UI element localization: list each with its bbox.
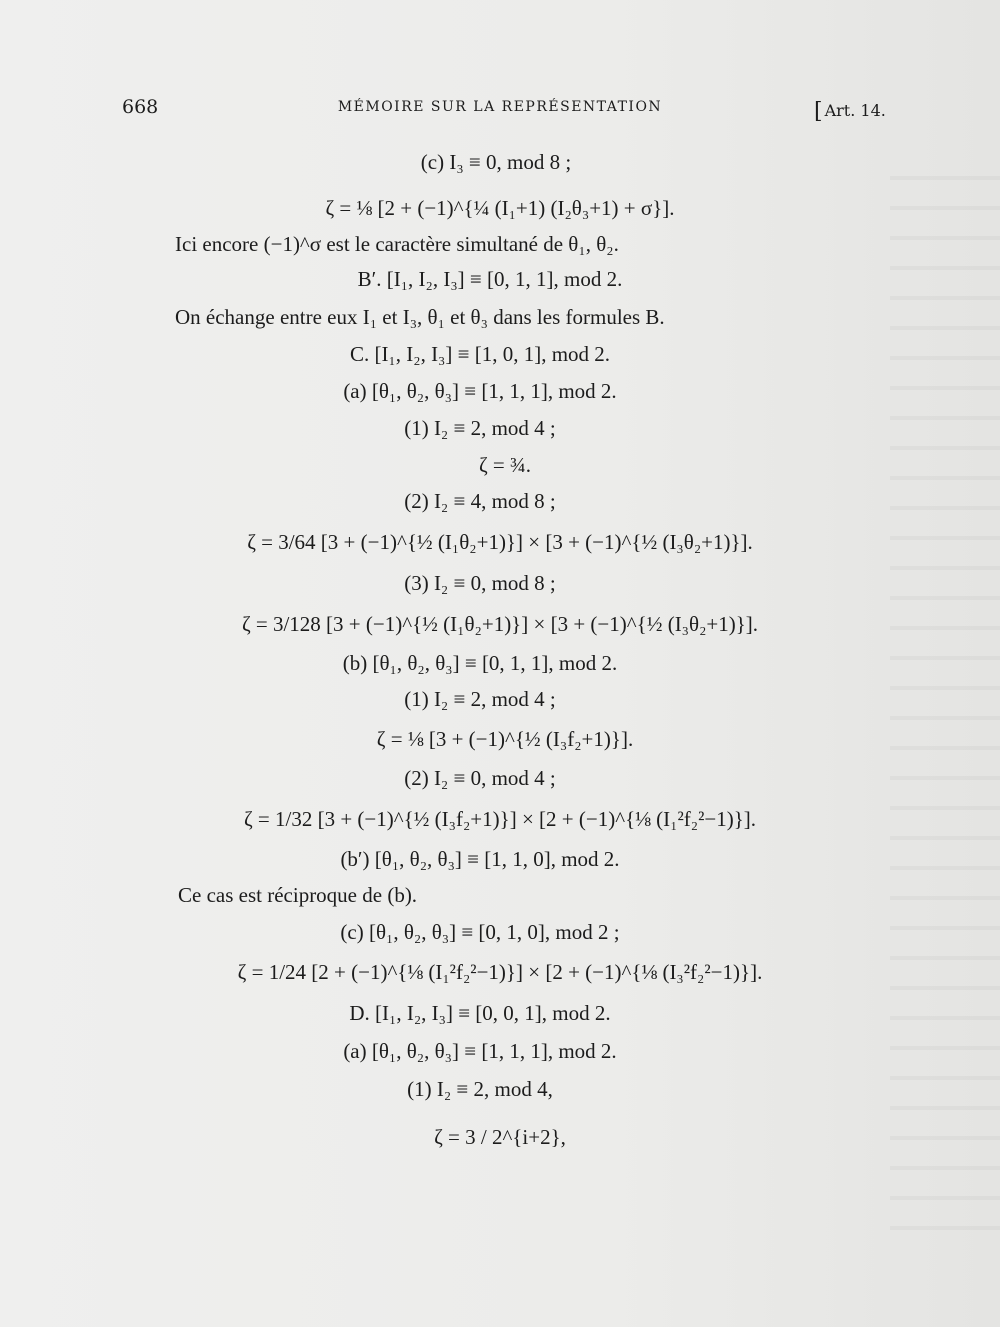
line-text: ζ = 3/128 [3 + (−1)^{½ (I₁θ₂+1)}] × [3 + (−1)^{½ (I₃θ₂+1)}]. (241, 612, 759, 636)
text-line (0, 883, 1000, 908)
line-text: (a) [θ₁, θ₂, θ₃] ≡ [1, 1, 1], mod 2. (343, 1039, 617, 1063)
text-line (0, 1125, 1000, 1150)
line-text: Ici encore (−1)^σ est le caractère simultané de θ₁, θ₂. (175, 232, 619, 256)
line-text: (c) I₃ ≡ 0, mod 8 ; (420, 150, 572, 174)
line-text: ζ = ⅛ [2 + (−1)^{¼ (I₁+1) (I₂θ₃+1) + σ}]. (325, 196, 675, 220)
line-text: ζ = 1/32 [3 + (−1)^{½ (I₃f₂+1)}] × [2 + (−1)^{⅛ (I₁²f₂²−1)}]. (243, 807, 757, 831)
text-line (0, 267, 1000, 292)
bracket-glyph: [ (814, 99, 823, 124)
text-line (0, 342, 1000, 367)
line-text: ζ = ⅛ [3 + (−1)^{½ (I₃f₂+1)}]. (376, 727, 634, 751)
text-line (0, 1077, 1000, 1102)
line-text: (1) I₂ ≡ 2, mod 4, (407, 1077, 553, 1101)
article-text: Art. 14. (824, 101, 886, 120)
line-text: (b′) [θ₁, θ₂, θ₃] ≡ [1, 1, 0], mod 2. (340, 847, 620, 871)
line-text: (2) I₂ ≡ 4, mod 8 ; (404, 489, 556, 513)
text-line (0, 150, 1000, 175)
text-line (0, 305, 1000, 330)
line-text: D. [I₁, I₂, I₃] ≡ [0, 0, 1], mod 2. (349, 1001, 611, 1025)
line-text: (3) I₂ ≡ 0, mod 8 ; (404, 571, 556, 595)
text-line (0, 453, 1000, 478)
text-line (0, 489, 1000, 514)
line-text: (2) I₂ ≡ 0, mod 4 ; (404, 766, 556, 790)
line-text: (b) [θ₁, θ₂, θ₃] ≡ [0, 1, 1], mod 2. (342, 651, 618, 675)
running-title: MÉMOIRE SUR LA REPRÉSENTATION (337, 99, 663, 115)
line-text: ζ = ¾. (478, 453, 532, 477)
text-line (0, 960, 1000, 985)
line-text: (1) I₂ ≡ 2, mod 4 ; (404, 416, 556, 440)
line-text: C. [I₁, I₂, I₃] ≡ [1, 0, 1], mod 2. (349, 342, 611, 366)
line-text: B′. [I₁, I₂, I₃] ≡ [0, 1, 1], mod 2. (357, 267, 623, 291)
running-header (0, 96, 1000, 126)
text-line (0, 1001, 1000, 1026)
line-text: ζ = 1/24 [2 + (−1)^{⅛ (I₁²f₂²−1)}] × [2 + (−1)^{⅛ (I₃²f₂²−1)}]. (237, 960, 763, 984)
line-text: On échange entre eux I₁ et I₃, θ₁ et θ₃ dans les formules B. (175, 305, 665, 329)
text-line (0, 807, 1000, 832)
text-line (0, 379, 1000, 404)
text-line (0, 766, 1000, 791)
text-line (0, 416, 1000, 441)
line-text: ζ = 3/64 [3 + (−1)^{½ (I₁θ₂+1)}] × [3 + (−1)^{½ (I₃θ₂+1)}]. (247, 530, 753, 554)
line-text: (1) I₂ ≡ 2, mod 4 ; (404, 687, 556, 711)
text-line (0, 232, 1000, 257)
page-number: 668 (122, 96, 159, 118)
text-line (0, 196, 1000, 221)
text-line (0, 687, 1000, 712)
text-line (0, 727, 1000, 752)
line-text: Ce cas est réciproque de (b). (178, 883, 418, 907)
text-line (0, 571, 1000, 596)
text-line (0, 651, 1000, 676)
text-line (0, 847, 1000, 872)
text-line (0, 1039, 1000, 1064)
text-line (0, 920, 1000, 945)
text-line (0, 530, 1000, 555)
line-text: (a) [θ₁, θ₂, θ₃] ≡ [1, 1, 1], mod 2. (343, 379, 617, 403)
article-label (814, 97, 886, 122)
text-line (0, 612, 1000, 637)
line-text: ζ = 3 / 2^{i+2}, (434, 1125, 566, 1149)
line-text: (c) [θ₁, θ₂, θ₃] ≡ [0, 1, 0], mod 2 ; (340, 920, 620, 944)
